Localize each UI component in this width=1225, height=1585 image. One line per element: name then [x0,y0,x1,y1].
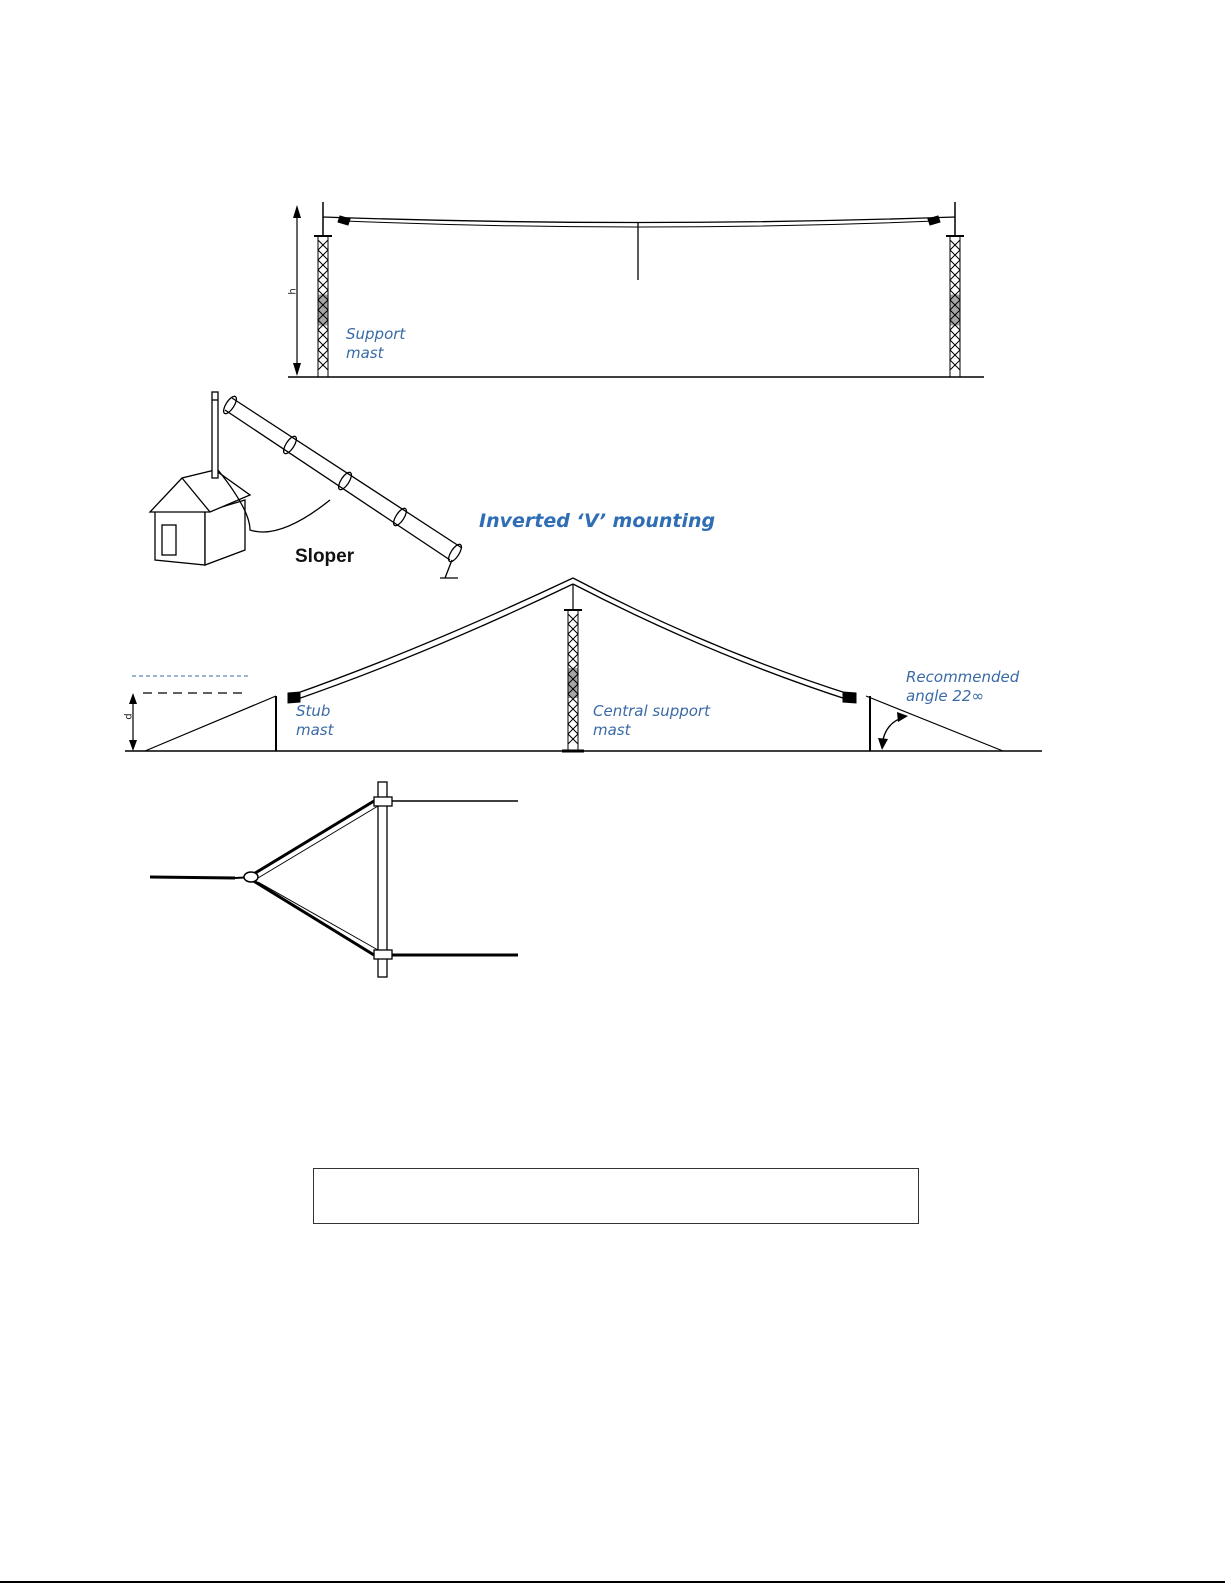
v-wire-left [292,578,573,695]
central-support-label-line2: mast [593,721,631,739]
central-support-mast-label [593,702,710,740]
v-wire-right [573,578,852,695]
feed-detail-diagram [150,782,518,977]
support-mast-label [346,325,405,363]
d-dimension-label: d [123,713,135,720]
stub-mast-label-line1: Stub [296,702,331,720]
dipole-wire [323,217,955,223]
stub-mast-label-line2: mast [296,721,334,739]
support-mast-left [314,236,332,377]
inverted-v-title: Inverted ‘V’ mounting [479,510,716,532]
support-mast-label-line2: mast [346,344,384,362]
sloper-label: Sloper [295,546,355,567]
empty-text-box [313,1168,919,1224]
page-bottom-rule [0,1581,1225,1583]
detail-mast [378,782,387,977]
recommended-angle-line2: angle 22∞ [906,687,984,705]
stub-mast-label [296,702,334,740]
inverted-v-diagram [125,578,1042,751]
recommended-angle-line1: Recommended [906,668,1020,686]
central-support-label-line1: Central support [593,702,710,720]
support-mast-label-line1: Support [346,325,406,343]
height-dimension-label: h [287,288,299,295]
sloper-mast [212,392,218,478]
recommended-angle-label [906,668,1019,706]
support-mast-right [946,236,964,377]
